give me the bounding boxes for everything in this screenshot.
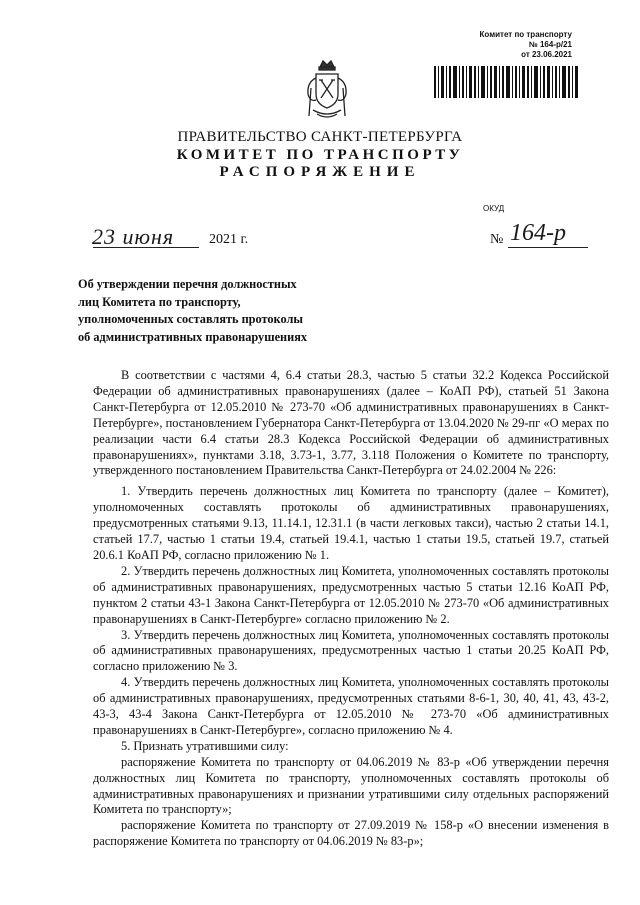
subject-line: об административных правонарушениях xyxy=(78,329,308,344)
date-underline xyxy=(93,247,199,248)
okud-label: ОКУД xyxy=(483,204,505,213)
stamp-org: Комитет по транспорту xyxy=(479,30,572,39)
document-type: РАСПОРЯЖЕНИЕ xyxy=(219,164,421,180)
number-underline xyxy=(508,247,588,248)
handwritten-date: 23 июня xyxy=(92,224,175,249)
government-name: ПРАВИТЕЛЬСТВО САНКТ-ПЕТЕРБУРГА xyxy=(177,129,463,145)
stamp-number: № 164-р/21 xyxy=(528,40,572,49)
document-subject xyxy=(78,276,368,346)
registration-stamp xyxy=(452,30,572,60)
item-2-paragraph: 2. Утвердить перечень должностных лиц Комитета, уполномоченных составлять протоколы об административных правонарушениях, предусмотренных частью 5 статьи 12.16 КоАП РФ, пунктом 2 статьи 43-1 Закона Санкт-Петербурга от 12.05.2010 № 273-70 «Об административных правонарушениях в Санкт-Петербурге» согласно приложению № 2. xyxy=(93,563,609,626)
item-4-paragraph: 4. Утвердить перечень должностных лиц Комитета, уполномоченных составлять протоколы об административных правонарушениях, предусмотренных статьями 8-6-1, 30, 40, 41, 43, 43-2, 43-3, 43-4 Закона Санкт-Петербурга от 12.05.2010 № 273-70 «Об административных правонарушениях в Санкт-Петербурге», согласно приложению № 4. xyxy=(93,675,609,737)
coat-of-arms-emblem xyxy=(303,58,351,124)
barcode xyxy=(434,66,580,98)
item-3-paragraph: 3. Утвердить перечень должностных лиц Комитета, уполномоченных составлять протоколы об административных правонарушениях, предусмотренных частью 1 статьи 20.25 КоАП РФ, согласно приложению № 3. xyxy=(93,627,609,674)
subject-line: уполномоченных составлять протоколы xyxy=(78,312,303,327)
subject-line: Об утверждении перечня должностных xyxy=(78,277,297,291)
item-5b-paragraph: распоряжение Комитета по транспорту от 27.09.2019 № 158-р «О внесении изменения в распоряжение Комитета по транспорту от 04.06.2019 № 83-р»; xyxy=(93,818,609,849)
preamble-paragraph: В соответствии с частями 4, 6.4 статьи 28.3, частью 5 статьи 32.2 Кодекса Российской Федерации об административных правонарушениях (далее – КоАП РФ), статьей 51 Закона Санкт-Петербурга от 12.05.2010 № 273-70 «Об административных правонарушениях в Санкт-Петербурге», постановлением Губернатора Санкт-Петербурга от 13.04.2020 № 29-пг «О мерах по реализации части 6.4 статьи 28.3 Кодекса Российской Федерации об административных правонарушениях», пунктами 3.18, 3.73-1, 3.77, 3.118 Положения о Комитете по транспорту, утвержденного постановлением Правительства Санкт-Петербурга от 24.02.2004 № 226: xyxy=(93,368,609,478)
stamp-date: от 23.06.2021 xyxy=(521,50,572,59)
number-label: № xyxy=(490,232,504,247)
item-5a-paragraph: распоряжение Комитета по транспорту от 04.06.2019 № 83-р «Об утверждении перечня должностных лиц Комитета по транспорту, уполномоченных составлять протоколы об административных правонарушениях и признании утратившими силу отдельных распоряжений Комитета по транспорту»; xyxy=(93,754,609,817)
item-1-paragraph: 1. Утвердить перечень должностных лиц Комитета по транспорту (далее – Комитет), уполномоченных составлять протоколы об административных правонарушениях, предусмотренных статьями 9.13, 11.14.1, 12.31.1 (в части легковых такси), частью 2 статьи 14.1, статьей 17.7, частью 1 статьи 19.4, статьей 19.4.1, частью 1 статьи 19.5, статьей 19.7, статьей 20.6.1 КоАП РФ, согласно приложению № 1. xyxy=(93,484,609,562)
committee-name: КОМИТЕТ ПО ТРАНСПОРТУ xyxy=(176,147,464,163)
handwritten-number: 164-р xyxy=(510,220,566,246)
document-body xyxy=(93,368,609,850)
document-year: 2021 г. xyxy=(209,232,249,247)
item-5-paragraph: 5. Признать утратившими силу: xyxy=(121,738,289,753)
subject-line: лиц Комитета по транспорту, xyxy=(78,294,241,309)
